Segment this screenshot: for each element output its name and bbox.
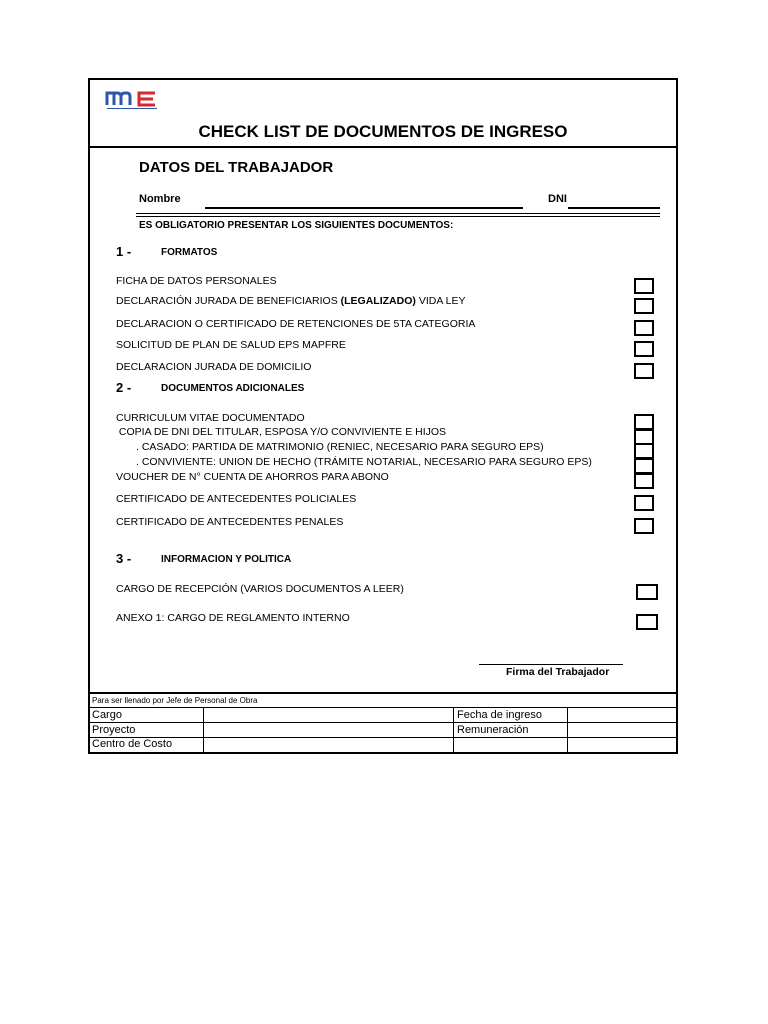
checklist-item: CERTIFICADO DE ANTECEDENTES POLICIALES	[116, 493, 357, 505]
checklist-item-text-tail: VIDA LEY	[418, 295, 466, 307]
section-number: 2 -	[116, 380, 132, 395]
footer-divider	[88, 692, 678, 694]
checkbox[interactable]	[634, 518, 654, 534]
cargo-field[interactable]	[204, 708, 453, 722]
checkbox[interactable]	[634, 363, 654, 379]
signature-label: Firma del Trabajador	[506, 666, 610, 678]
dni-field[interactable]	[568, 207, 660, 209]
table-row-label: Fecha de ingreso	[457, 709, 542, 721]
checkbox[interactable]	[634, 298, 654, 314]
remuneracion-field[interactable]	[568, 723, 676, 737]
checkbox[interactable]	[634, 278, 654, 294]
table-row-label: Centro de Costo	[92, 738, 173, 750]
table-row-label: Cargo	[92, 709, 122, 721]
checklist-item-emphasis: (LEGALIZADO)	[340, 295, 416, 307]
checkbox[interactable]	[634, 414, 654, 430]
checkbox[interactable]	[634, 495, 654, 511]
checkbox[interactable]	[636, 614, 658, 630]
checkbox[interactable]	[634, 458, 654, 474]
name-field[interactable]	[205, 207, 523, 209]
centro-costo-field[interactable]	[204, 738, 453, 752]
name-label: Nombre	[139, 193, 181, 205]
proyecto-field[interactable]	[204, 723, 453, 737]
checklist-item: COPIA DE DNI DEL TITULAR, ESPOSA Y/O CONVIVIENTE E HIJOS	[116, 426, 447, 438]
checklist-item: SOLICITUD DE PLAN DE SALUD EPS MAPFRE	[116, 339, 346, 351]
checklist-item: FICHA DE DATOS PERSONALES	[116, 275, 277, 287]
section-title: FORMATOS	[161, 247, 218, 258]
section-number: 1 -	[116, 244, 132, 259]
checklist-item: VOUCHER DE N° CUENTA DE AHORROS PARA ABONO	[116, 471, 389, 483]
checklist-item: DECLARACION O CERTIFICADO DE RETENCIONES DE 5TA CATEGORIA	[116, 318, 476, 330]
checkbox[interactable]	[634, 473, 654, 489]
checkbox[interactable]	[634, 341, 654, 357]
fecha-ingreso-field[interactable]	[568, 708, 676, 722]
mandatory-note: ES OBLIGATORIO PRESENTAR LOS SIGUIENTES DOCUMENTOS:	[139, 220, 454, 231]
worker-heading: DATOS DEL TRABAJADOR	[139, 159, 334, 176]
title-divider	[88, 146, 678, 148]
footer-note: Para ser llenado por Jefe de Personal de Obra	[92, 696, 258, 705]
checkbox[interactable]	[636, 584, 658, 600]
checkbox[interactable]	[634, 320, 654, 336]
divider-line	[136, 216, 660, 217]
checklist-item-text: DECLARACIÓN JURADA DE BENEFICIARIOS	[116, 295, 338, 307]
page-title: CHECK LIST DE DOCUMENTOS DE INGRESO	[198, 122, 568, 141]
checkbox[interactable]	[634, 443, 654, 459]
checklist-subitem: . CONVIVIENTE: UNION DE HECHO (TRÁMITE NOTARIAL, NECESARIO PARA SEGURO EPS)	[136, 456, 592, 468]
checklist-item: DECLARACION JURADA DE DOMICILIO	[116, 361, 312, 373]
checklist-item: ANEXO 1: CARGO DE REGLAMENTO INTERNO	[116, 612, 350, 624]
checklist-item	[116, 295, 466, 307]
section-title: DOCUMENTOS ADICIONALES	[161, 383, 305, 394]
section-number: 3 -	[116, 551, 132, 566]
dni-label: DNI	[548, 193, 567, 205]
table-row-label: Remuneración	[457, 724, 529, 736]
section-title: INFORMACION Y POLITICA	[161, 554, 292, 565]
table-column-rule	[453, 707, 454, 752]
signature-line	[479, 664, 623, 665]
divider-line	[136, 213, 660, 214]
checklist-subitem: . CASADO: PARTIDA DE MATRIMONIO (RENIEC, NECESARIO PARA SEGURO EPS)	[136, 441, 544, 453]
checklist-item: CURRICULUM VITAE DOCUMENTADO	[116, 412, 305, 424]
table-row-label: Proyecto	[92, 724, 136, 736]
checklist-item: CARGO DE RECEPCIÓN (VARIOS DOCUMENTOS A LEER)	[116, 583, 404, 595]
checklist-item: CERTIFICADO DE ANTECEDENTES PENALES	[116, 516, 344, 528]
